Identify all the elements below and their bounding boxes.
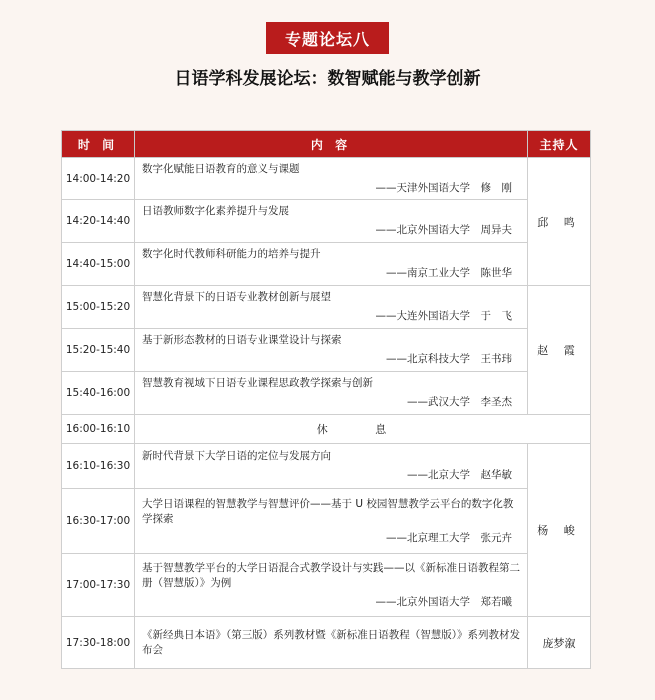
table-row	[62, 158, 591, 200]
content-cell	[135, 286, 528, 329]
time-cell: 15:00-15:20	[62, 286, 135, 329]
talk-title: 大学日语课程的智慧教学与智慧评价——基于 U 校园智慧教学云平台的数字化教学探索	[142, 497, 514, 525]
talk-title: 基于新形态教材的日语专业课堂设计与探索	[142, 334, 342, 346]
content-cell	[135, 158, 528, 200]
table-row	[62, 489, 591, 554]
talk-title: 日语教师数字化素养提升与发展	[142, 205, 289, 217]
content-cell	[135, 329, 528, 372]
host-cell: 赵 霞	[528, 286, 591, 415]
talk-title: 智慧化背景下的日语专业教材创新与展望	[142, 291, 331, 303]
talk-speaker: ——北京科技大学 王书玮	[386, 353, 512, 365]
talk-speaker: ——南京工业大学 陈世华	[386, 267, 512, 279]
column-header-time: 时 间	[62, 131, 135, 158]
talk-title: 《新经典日本语》（第三版）系列教材暨《新标准日语教程（智慧版）》系列教材发布会	[142, 628, 520, 656]
talk-speaker: ——天津外国语大学 修 刚	[375, 181, 512, 194]
time-cell: 16:10-16:30	[62, 444, 135, 489]
content-cell	[135, 243, 528, 286]
forum-badge: 专题论坛八	[266, 22, 389, 54]
table-row	[62, 444, 591, 489]
talk-speaker: ——北京外国语大学 周异夫	[375, 224, 512, 236]
break-cell: 休 息	[135, 415, 591, 444]
table-row	[62, 617, 591, 669]
table-row	[62, 243, 591, 286]
column-header-host: 主持人	[528, 131, 591, 158]
time-cell: 16:30-17:00	[62, 489, 135, 554]
column-header-content: 内 容	[135, 131, 528, 158]
time-cell: 17:00-17:30	[62, 554, 135, 617]
content-cell	[135, 489, 528, 554]
time-cell: 14:20-14:40	[62, 200, 135, 243]
time-cell: 16:00-16:10	[62, 415, 135, 444]
host-cell: 邱 鸣	[528, 158, 591, 286]
talk-title: 基于智慧教学平台的大学日语混合式教学设计与实践——以《新标准日语教程第二册（智慧版）》为例	[142, 561, 520, 589]
table-row	[62, 554, 591, 617]
content-cell	[135, 617, 528, 669]
page-title: 日语学科发展论坛：数智赋能与教学创新	[174, 69, 481, 89]
table-row	[62, 372, 591, 415]
talk-title: 新时代背景下大学日语的定位与发展方向	[142, 450, 331, 462]
content-cell	[135, 372, 528, 415]
content-cell	[135, 200, 528, 243]
content-cell	[135, 444, 528, 489]
time-cell: 14:40-15:00	[62, 243, 135, 286]
content-cell	[135, 554, 528, 617]
host-cell: 杨 峻	[528, 444, 591, 617]
time-cell: 15:40-16:00	[62, 372, 135, 415]
talk-title: 数字化赋能日语教育的意义与课题	[142, 162, 300, 175]
table-header-row	[62, 131, 591, 158]
time-cell: 15:20-15:40	[62, 329, 135, 372]
talk-speaker: ——大连外国语大学 于 飞	[375, 310, 512, 322]
table-row	[62, 200, 591, 243]
schedule-table	[61, 130, 591, 669]
break-row	[62, 415, 591, 444]
talk-speaker: ——北京外国语大学 郑若曦	[375, 595, 512, 608]
talk-speaker: ——武汉大学 李圣杰	[407, 396, 512, 408]
talk-title: 智慧教育视域下日语专业课程思政教学探索与创新	[142, 377, 373, 389]
talk-speaker: ——北京大学 赵华敏	[407, 469, 512, 481]
time-cell: 17:30-18:00	[62, 617, 135, 669]
table-row	[62, 329, 591, 372]
host-cell: 庞梦溆	[528, 617, 591, 669]
time-cell: 14:00-14:20	[62, 158, 135, 200]
table-row	[62, 286, 591, 329]
talk-title: 数字化时代教师科研能力的培养与提升	[142, 248, 321, 260]
talk-speaker: ——北京理工大学 张元卉	[386, 531, 512, 544]
